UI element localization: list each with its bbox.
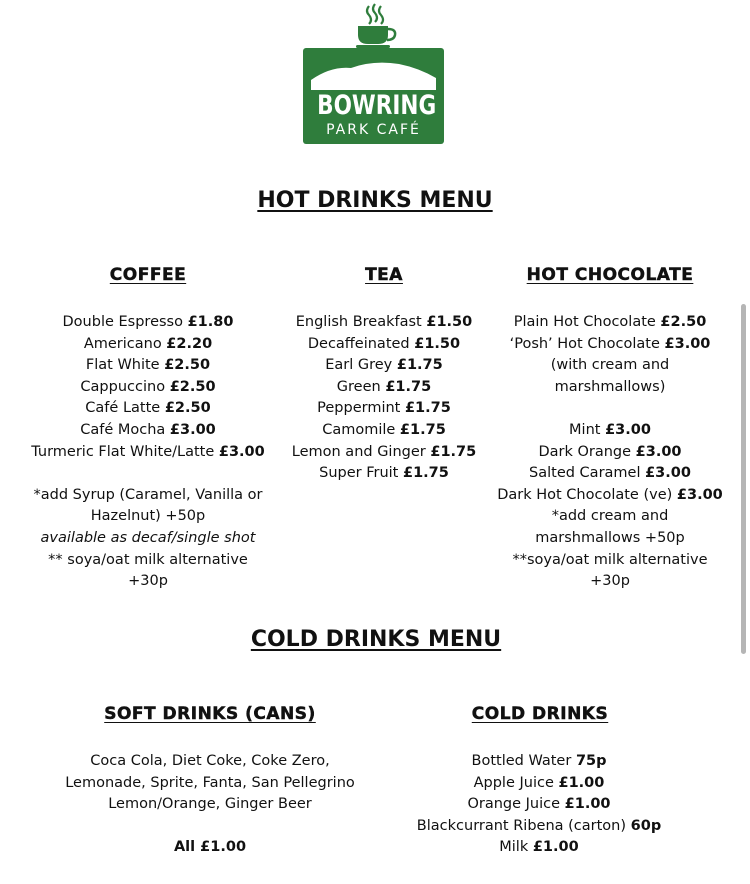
- item-name: Double Espresso: [62, 314, 183, 330]
- menu-note: marshmallows +50p: [535, 529, 685, 546]
- item-name: Café Mocha: [80, 421, 166, 438]
- menu-line: Lemonade, Sprite, Fanta, San Pellegrino: [65, 774, 355, 791]
- spacer: [40, 816, 380, 838]
- item-price: £2.50: [164, 357, 211, 374]
- menu-item: [408, 837, 670, 859]
- menu-item: [270, 377, 498, 399]
- item-price: £1.75: [402, 465, 449, 482]
- item-name: Bottled Water: [471, 753, 572, 769]
- item-name: Cappuccino: [80, 378, 166, 395]
- item-name: Café Latte: [85, 400, 161, 417]
- item-name: English Breakfast: [295, 314, 422, 330]
- item-name: Camomile: [322, 421, 396, 438]
- spacer: [494, 398, 726, 420]
- tea-list: [270, 312, 498, 485]
- item-name: Apple Juice: [473, 774, 554, 791]
- item-price: £3.00: [645, 465, 691, 482]
- item-name: Mint: [569, 421, 601, 438]
- menu-note: available as decaf/single shot: [40, 529, 256, 546]
- item-name: Turmeric Flat White/Latte: [31, 443, 215, 460]
- menu-note: +30p: [590, 573, 630, 590]
- menu-note: (with cream and: [550, 357, 670, 374]
- menu-item: [270, 334, 498, 356]
- item-name: Milk: [499, 839, 529, 856]
- coffee-heading: COFFEE: [109, 265, 187, 285]
- item-name: Dark Hot Chocolate (ve): [497, 486, 673, 503]
- item-name: Salted Caramel: [529, 465, 641, 482]
- item-price: £1.00: [558, 774, 605, 791]
- item-name: Blackcurrant Ribena (carton): [416, 817, 627, 834]
- item-price: £1.75: [396, 357, 443, 374]
- item-price: £1.50: [414, 335, 461, 352]
- item-price: £1.75: [385, 378, 432, 395]
- item-name: Super Fruit: [319, 465, 399, 482]
- menu-item: [408, 773, 670, 795]
- item-name: Orange Juice: [467, 796, 561, 813]
- menu-line: Coca Cola, Diet Coke, Coke Zero,: [90, 753, 330, 769]
- menu-item: [18, 312, 278, 334]
- cold-drinks-heading: COLD DRINKS: [471, 704, 609, 724]
- menu-item: [270, 312, 498, 334]
- item-price: £3.00: [635, 443, 682, 460]
- item-price: £3.00: [605, 421, 651, 438]
- menu-item: [494, 312, 726, 334]
- menu-item: [270, 420, 498, 442]
- item-price: £3.00: [169, 421, 216, 438]
- cafe-logo: [300, 2, 448, 144]
- item-name: Green: [336, 378, 381, 395]
- menu-item: [18, 420, 278, 442]
- item-price: £1.00: [564, 796, 611, 813]
- item-name: Decaffeinated: [307, 335, 410, 352]
- item-price: £1.50: [426, 314, 473, 330]
- cold-drinks-list: [408, 751, 670, 859]
- menu-item: [270, 463, 498, 485]
- menu-item: [494, 485, 726, 507]
- coffee-cup-icon: [352, 2, 398, 50]
- hot-drinks-title: HOT DRINKS MENU: [257, 188, 493, 213]
- menu-note: Hazelnut) +50p: [90, 508, 206, 525]
- all-price: [40, 837, 380, 859]
- menu-note: *add Syrup (Caramel, Vanilla or: [33, 486, 263, 503]
- item-price: £3.00: [664, 335, 711, 352]
- item-price: £1.75: [404, 400, 451, 417]
- menu-item: [18, 334, 278, 356]
- item-price: 75p: [575, 753, 607, 769]
- menu-item: [494, 334, 726, 356]
- menu-item: [270, 355, 498, 377]
- logo-badge: [303, 48, 444, 144]
- item-name: Lemon and Ginger: [291, 443, 426, 460]
- menu-note: marshmallows): [554, 378, 666, 395]
- item-name: Earl Grey: [325, 357, 393, 374]
- logo-name-sub: PARK CAFÉ: [326, 122, 421, 138]
- menu-item: [270, 442, 498, 464]
- menu-item: [494, 420, 726, 442]
- item-name: Flat White: [85, 357, 160, 374]
- menu-item: [18, 355, 278, 377]
- item-price: £2.20: [166, 335, 213, 352]
- hot-chocolate-heading: HOT CHOCOLATE: [526, 265, 694, 285]
- menu-item: [408, 794, 670, 816]
- item-name: Plain Hot Chocolate: [513, 314, 656, 330]
- menu-item: [270, 398, 498, 420]
- menu-note: **soya/oat milk alternative: [512, 551, 708, 568]
- tea-heading: TEA: [365, 265, 403, 285]
- menu-note: ** soya/oat milk alternative: [48, 551, 248, 568]
- menu-item: [408, 751, 670, 773]
- item-price: £1.75: [399, 421, 446, 438]
- landscape-icon: [311, 56, 436, 90]
- item-price: £2.50: [660, 314, 707, 330]
- soft-drinks-heading: SOFT DRINKS (CANS): [104, 704, 316, 724]
- item-price: £3.00: [218, 443, 265, 460]
- menu-line: Lemon/Orange, Ginger Beer: [108, 796, 312, 813]
- menu-item: [18, 398, 278, 420]
- hot-chocolate-list: [494, 312, 726, 593]
- menu-item: [494, 442, 726, 464]
- item-price: £1.75: [430, 443, 477, 460]
- item-price: £1.00: [532, 839, 579, 856]
- menu-item: [494, 463, 726, 485]
- scrollbar-thumb[interactable]: [741, 304, 746, 654]
- item-name: Americano: [83, 335, 162, 352]
- item-price: £1.80: [187, 314, 234, 330]
- menu-item: [18, 377, 278, 399]
- logo-name-main: BOWRING: [317, 90, 437, 121]
- item-price: £3.00: [676, 486, 723, 503]
- menu-note: +30p: [128, 573, 168, 590]
- item-name: Peppermint: [317, 400, 401, 417]
- item-price: £2.50: [164, 400, 211, 417]
- spacer: [18, 463, 278, 485]
- item-name: ‘Posh’ Hot Chocolate: [509, 335, 660, 352]
- menu-item: [18, 442, 278, 464]
- cold-drinks-title: COLD DRINKS MENU: [250, 627, 502, 652]
- all-price-label: All £1.00: [173, 839, 247, 856]
- item-name: Dark Orange: [538, 443, 632, 460]
- menu-item: [408, 816, 670, 838]
- menu-note: *add cream and: [551, 508, 669, 525]
- item-price: £2.50: [169, 378, 216, 395]
- item-price: 60p: [630, 817, 662, 834]
- coffee-list: [18, 312, 278, 593]
- soft-drinks-list: [40, 751, 380, 859]
